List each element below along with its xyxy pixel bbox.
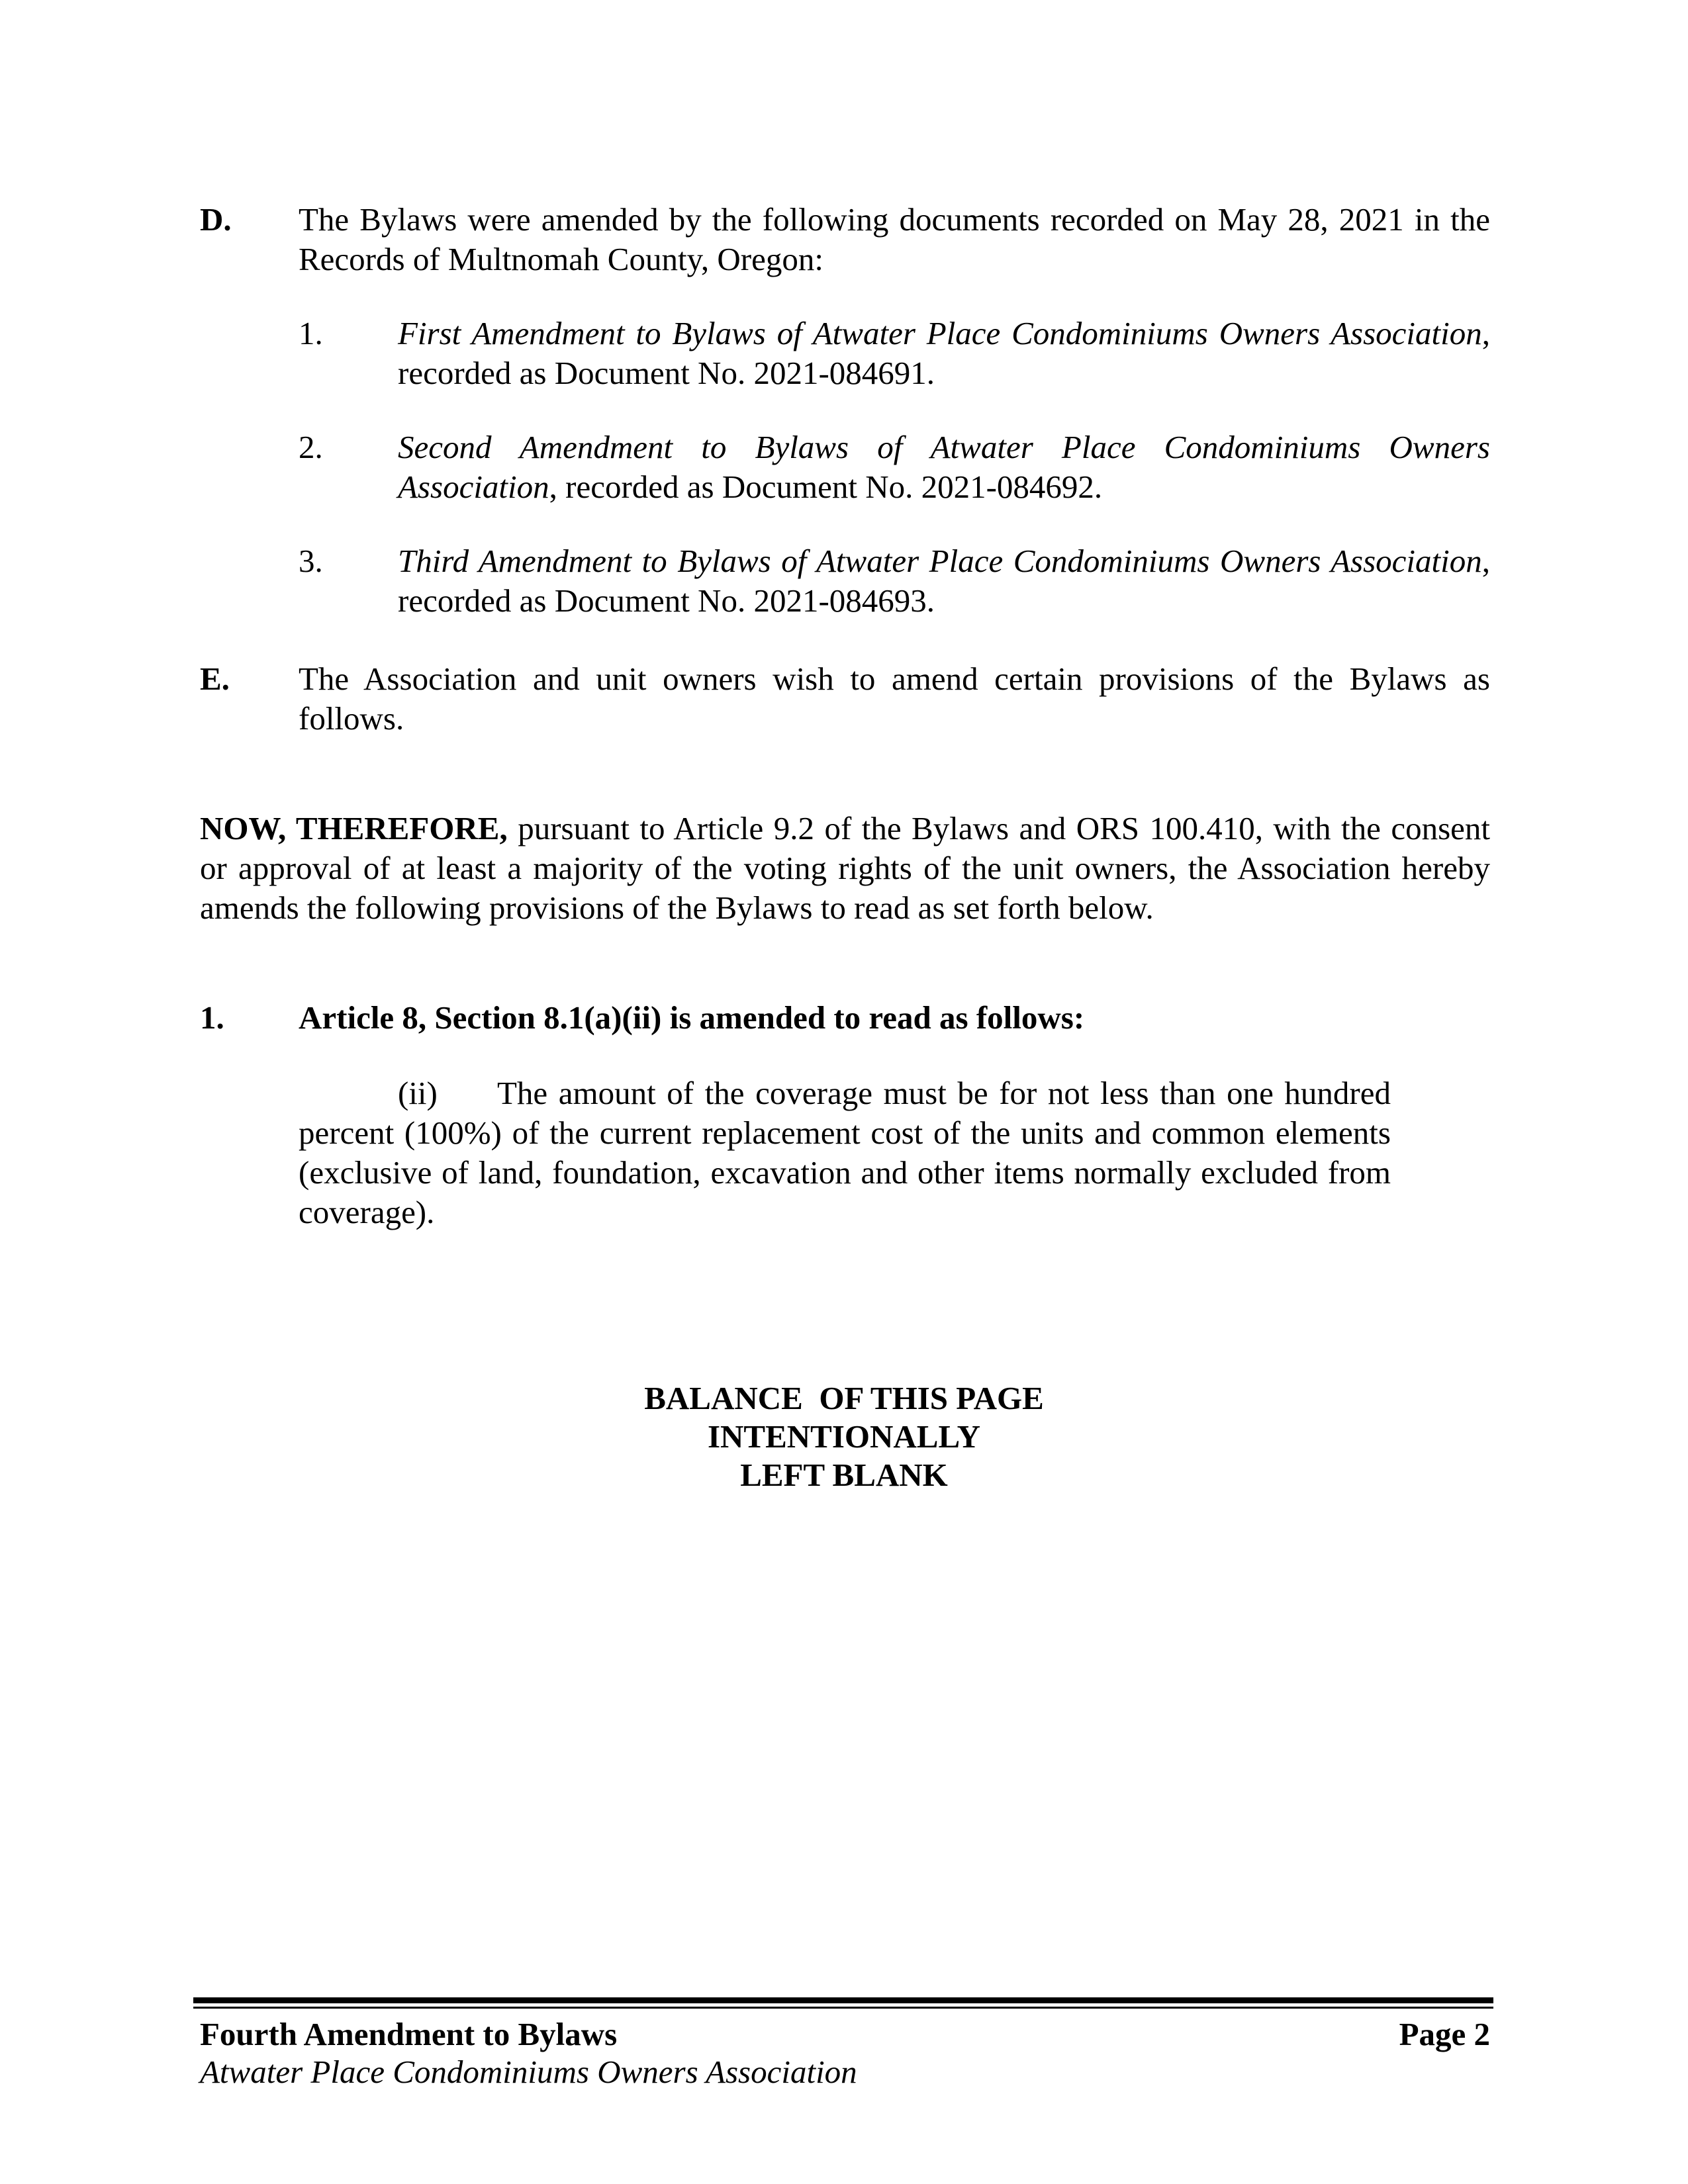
section-heading: Article 8, Section 8.1(a)(ii) is amended to read as follows: <box>299 999 1085 1036</box>
footer-page-number: Page 2 <box>1399 2016 1490 2052</box>
clause-label: (ii) <box>398 1075 438 1111</box>
amendment-item-suffix: , recorded as Document No. 2021-084693. <box>398 543 1490 619</box>
amendment-item <box>398 428 1490 507</box>
footer-subtitle: Atwater Place Condominiums Owners Association <box>200 2054 857 2090</box>
section-body <box>299 1073 1391 1232</box>
now-therefore-lead: NOW, THEREFORE, <box>200 810 508 846</box>
amendment-item-title: Second Amendment to Bylaws of Atwater Place Condominiums Owners Association <box>398 429 1490 505</box>
now-therefore-text: pursuant to Article 9.2 of the Bylaws and ORS 100.410, with the consent or approval of at least a majority of the voting rights of the unit owners, the Association hereby amends the following provisions of the Bylaws to read as set forth below. <box>200 810 1490 926</box>
amendment-item-number: 1. <box>299 315 323 351</box>
recital-e-text: The Association and unit owners wish to amend certain provisions of the Bylaws as follows. <box>299 660 1490 737</box>
amendment-item-title: Third Amendment to Bylaws of Atwater Place Condominiums Owners Association <box>398 543 1482 579</box>
balance-line-3: LEFT BLANK <box>740 1457 948 1493</box>
clause-text: The amount of the coverage must be for not less than one hundred percent (100%) of the current replacement cost of the units and common elements (exclusive of land, foundation, excavation and other items normally excluded from coverage). <box>299 1075 1391 1230</box>
balance-notice <box>596 1379 1092 1494</box>
now-therefore-paragraph <box>200 809 1490 928</box>
amendment-item-title: First Amendment to Bylaws of Atwater Place Condominiums Owners Association <box>398 315 1482 351</box>
balance-line-2: INTENTIONALLY <box>707 1418 981 1455</box>
amendment-item <box>398 541 1490 621</box>
amendment-item <box>398 314 1490 393</box>
footer-rule-thin <box>193 2007 1493 2009</box>
recital-d-text: The Bylaws were amended by the following documents recorded on May 28, 2021 in the Records of Multnomah County, Oregon: <box>299 201 1490 277</box>
amendment-item-number: 3. <box>299 543 323 579</box>
amendment-item-number: 2. <box>299 429 323 465</box>
amendment-item-suffix: , recorded as Document No. 2021-084691. <box>398 315 1490 391</box>
recital-e-label: E. <box>200 660 230 697</box>
balance-line-1: BALANCE OF THIS PAGE <box>644 1380 1044 1416</box>
amendment-item-suffix: , recorded as Document No. 2021-084692. <box>549 469 1103 505</box>
recital-d-label: D. <box>200 201 232 238</box>
footer-title: Fourth Amendment to Bylaws <box>200 2016 618 2052</box>
section-number: 1. <box>200 999 224 1036</box>
footer-rule-thick <box>193 1997 1493 2003</box>
